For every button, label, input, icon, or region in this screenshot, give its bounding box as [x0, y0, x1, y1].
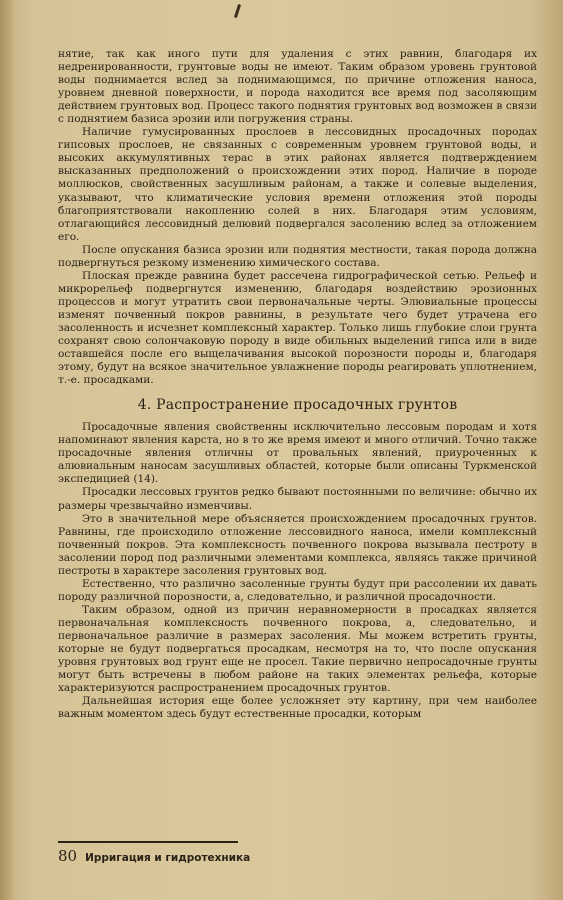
section-heading: 4. Распространение просадочных грунтов: [137, 397, 458, 414]
paragraph: Просадки лессовых грунтов редко бывают постоянными по величине: обычно их размеры чрезвычайно изменчивы.: [58, 486, 537, 512]
paragraph: Просадочные явления свойственны исключительно лессовым породам и хотя напоминают явления карста, но в то же время имеют и много отличий. Точно также просадочные явления отличны от провальных явлений, приуроченных к алювиальным наносам засушливых областей, которые были описаны Туркменской экспедицией (14).: [58, 421, 537, 486]
paragraph: Таким образом, одной из причин неравномерности в просадках является первоначальная комплексность почвенного покрова, а, следовательно, и первоначальное различие в размерах засоления. Мы можем встретить грунты, которые не будут подвергаться просадкам, несмотря на то, что после опускания уровня грунтовых вод грунт еще не просел. Такие первично непросадочные грунты могут быть встречены в любом районе на таких элементах рельефа, которые характеризуются распространением просадочных грунтов.: [58, 603, 537, 695]
paragraph: Естественно, что различно засоленные грунты будут при рассолении их давать породу различной порозности, а, следовательно, и различной просадочности.: [58, 577, 537, 603]
paragraph: Это в значительной мере объясняется происхождением просадочных грунтов. Равнины, где происходило отложение лессовидного наноса, имели комплексный почвенный покров. Эта комплексность почвенного покрова вызывала пестроту в засолении пород под различными элементами комплекса, являясь также причиной пестроты в характере засоления грунтовых вод.: [58, 512, 537, 577]
page-number: 80: [58, 847, 78, 865]
paragraph: После опускания базиса эрозии или поднятия местности, такая порода должна подвергнуться резкому изменению химического состава.: [58, 243, 537, 269]
ink-mark: [234, 4, 241, 18]
footer-rule: [58, 841, 238, 843]
page-footer: [58, 847, 250, 865]
paragraph: нятие, так как иного пути для удаления с этих равнин, благодаря их недренированности, грунтовые воды не имеют. Таким образом уровень грунтовой воды поднимается вслед за поднимающимся, по причине отложения наноса, уровнем дневной поверхности, и порода находится все время под засоляющим действием грунтовых вод. Процесс такого поднятия грунтовых вод возможен в связи с поднятием базиса эрозии или погружения страны.: [58, 48, 537, 126]
paragraph: Дальнейшая история еще более усложняет эту картину, при чем наиболее важным моментом здесь будут естественные просадки, которым: [58, 695, 537, 721]
journal-title: Ирригация и гидротехника: [85, 852, 251, 864]
paragraph: Плоская прежде равнина будет рассечена гидрографической сетью. Рельеф и микрорельеф подвергнутся изменению, благодаря воздействию эрозионных процессов и могут утратить свои первоначальные черты. Элювиальные процессы изменят почвенный покров равнины, в результате чего будет утрачена его засоленность и исчезнет комплексный характер. Только лишь глубокие слои грунта сохранят свою солончаковую породу в виде обильных выделений гипса или в виде оставшейся после его выщелачивания высокой порозности породы и, благодаря этому, будут на всякое значительное увлажнение породы реагировать уплотнением, т.-е. просадками.: [58, 269, 537, 387]
paragraph: Наличие гумусированных прослоев в лессовидных просадочных породах гипсовых прослоев, не связанных с современным уровнем грунтовой воды, и высоких аккумулятивных терас в этих районах является подтверждением высказанных предположений о происхождении этих пород. Наличие в породе моллюсков, свойственных засушливым районам, а также и солевые выделения, указывают, что климатические условия времени отложения этой породы благоприятствовали накоплению солей в них. Благодаря этим условиям, отлагающийся лессовидный делювий подвергался засолению вслед за отложением его.: [58, 126, 537, 243]
